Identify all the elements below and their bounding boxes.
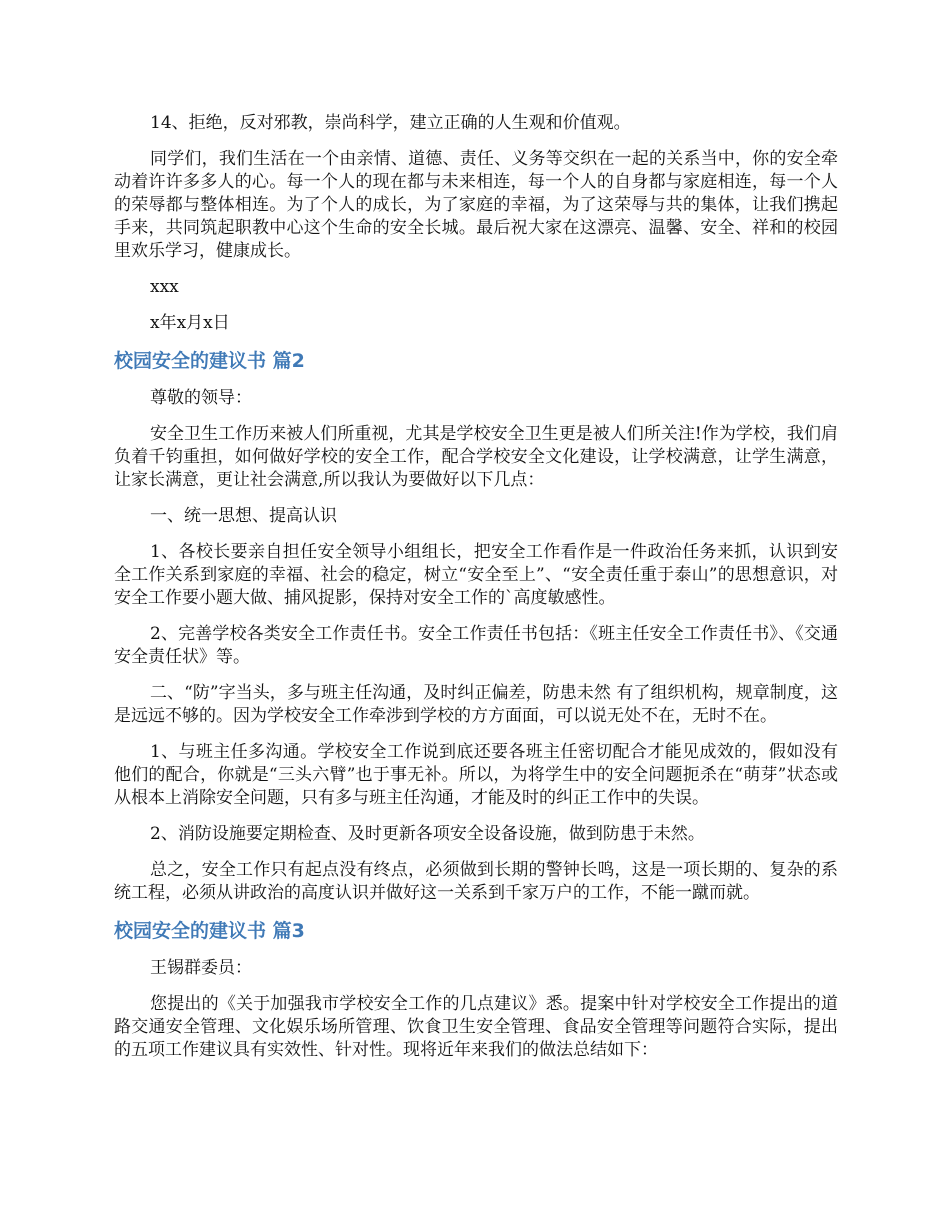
salutation: 王锡群委员： [150,958,252,978]
section-heading-2: 校园安全的建议书 篇2 [114,350,305,372]
paragraph: 2、消防设施要定期检查、及时更新各项安全设备设施，做到防患于未然。 [150,824,705,844]
paragraph: 安全卫生工作历来被人们所重视，尤其是学校安全卫生更是被人们所关注!作为学校，我们肩负着千钧重担，如何做好学校的安全工作，配合学校安全文化建设，让学校满意，让学生满意，让家长满意，更让社会满意,所以我认为要做好以下几点： [114,424,838,490]
paragraph: 1、与班主任多沟通。学校安全工作说到底还要各班主任密切配合才能见成效的，假如没有他们的配合，你就是“三头六臂”也于事无补。所以，为将学生中的安全问题扼杀在“萌芽”状态或从根本上消除安全问题，只有多与班主任沟通，才能及时的纠正工作中的失误。 [114,742,838,808]
paragraph: 总之，安全工作只有起点没有终点，必须做到长期的警钟长鸣，这是一项长期的、复杂的系统工程，必须从讲政治的高度认识并做好这一关系到千家万户的工作，不能一蹴而就。 [114,860,838,903]
paragraph: 2、完善学校各类安全工作责任书。安全工作责任书包括：《班主任安全工作责任书》、《交通安全责任状》等。 [114,624,838,667]
paragraph: 一、统一思想、提高认识 [150,506,337,526]
signature-name: xxx [150,277,179,297]
paragraph: 1、各校长要亲自担任安全领导小组组长，把安全工作看作是一件政治任务来抓，认识到安全工作关系到家庭的幸福、社会的稳定，树立“安全至上”、“安全责任重于泰山”的思想意识，对安全工作要小题大做、捕风捉影，保持对安全工作的`高度敏感性。 [114,542,838,608]
signature-date: x年x月x日 [150,313,230,333]
paragraph: 14、拒绝，反对邪教，崇尚科学，建立正确的人生观和价值观。 [150,113,631,133]
paragraph: 二、“防”字当头，多与班主任沟通，及时纠正偏差，防患未然 有了组织机构，规章制度，这是远远不够的。因为学校安全工作牵涉到学校的方方面面，可以说无处不在，无时不在。 [114,683,838,726]
paragraph: 同学们，我们生活在一个由亲情、道德、责任、义务等交织在一起的关系当中，你的安全牵动着许许多多人的心。每一个人的现在都与未来相连，每一个人的自身都与家庭相连，每一个人的荣辱都与整体相连。为了个人的成长，为了家庭的幸福，为了这荣辱与共的集体，让我们携起手来，共同筑起职教中心这个生命的安全长城。最后祝大家在这漂亮、温馨、安全、祥和的校园里欢乐学习，健康成长。 [114,149,838,261]
document-body [114,112,838,1062]
salutation: 尊敬的领导： [150,388,252,408]
section-heading-3: 校园安全的建议书 篇3 [114,920,305,942]
paragraph: 您提出的《关于加强我市学校安全工作的几点建议》悉。提案中针对学校安全工作提出的道路交通安全管理、文化娱乐场所管理、饮食卫生安全管理、食品安全管理等问题符合实际，提出的五项工作建议具有实效性、针对性。现将近年来我们的做法总结如下： [114,994,838,1060]
